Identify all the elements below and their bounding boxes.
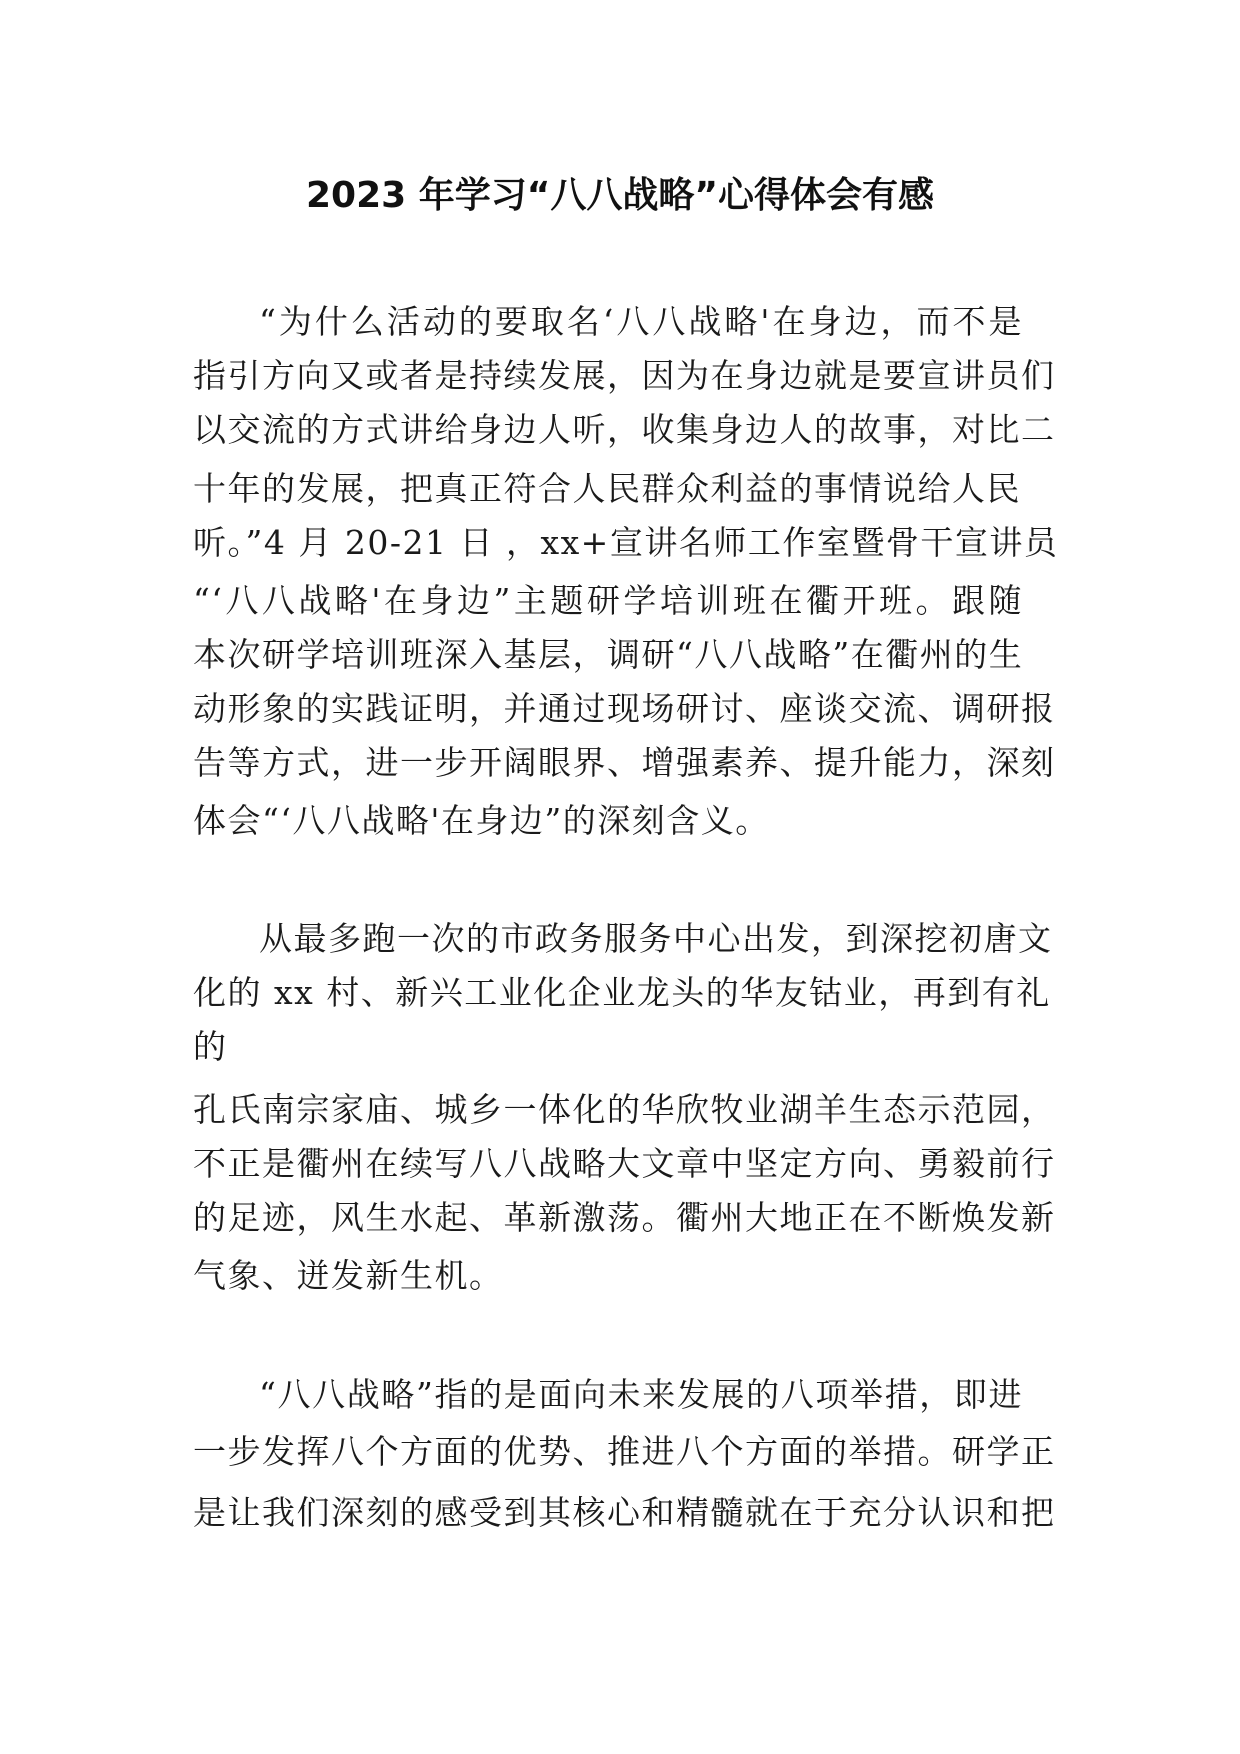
paragraph-2-line-7: 气象、迸发新生机。 [193, 1256, 504, 1295]
paragraph-1-line-9: 告等方式，进一步开阔眼界、增强素养、提升能力，深刻 [193, 743, 1056, 782]
paragraph-3-line-1: “八八战略”指的是面向未来发展的八项举措，即进 [259, 1375, 1023, 1414]
paragraph-1-line-6: “‘八八战略'在身边”主题研学培训班在衢开班。跟随 [193, 581, 1023, 620]
paragraph-2-line-6: 的足迹，风生水起、革新激荡。衢州大地正在不断焕发新 [193, 1198, 1056, 1237]
paragraph-1-line-4: 十年的发展，把真正符合人民群众利益的事情说给人民 [193, 469, 1021, 508]
paragraph-2-line-1: 从最多跑一次的市政务服务中心出发，到深挖初唐文 [259, 919, 1053, 958]
paragraph-1-line-3: 以交流的方式讲给身边人听，收集身边人的故事，对比二 [193, 410, 1056, 449]
paragraph-1-line-1: “为什么活动的要取名‘八八战略'在身边，而不是 [259, 302, 1023, 341]
paragraph-1-line-5: 听。”4 月 20-21 日 ，xx+宣讲名师工作室暨骨干宣讲员 [193, 523, 1059, 562]
paragraph-1-line-7: 本次研学培训班深入基层，调研“八八战略”在衢州的生 [193, 635, 1024, 674]
paragraph-3-line-2: 一步发挥八个方面的优势、推进八个方面的举措。研学正 [193, 1432, 1056, 1471]
paragraph-2-line-2: 化的 xx 村、新兴工业化企业龙头的华友钴业，再到有礼 [193, 973, 1051, 1012]
paragraph-1-line-2: 指引方向又或者是持续发展，因为在身边就是要宣讲员们 [193, 356, 1056, 395]
document-title: 2023 年学习“八八战略”心得体会有感 [305, 175, 935, 216]
paragraph-2-line-3: 的 [193, 1027, 228, 1066]
paragraph-3-line-3: 是让我们深刻的感受到其核心和精髓就在于充分认识和把 [193, 1493, 1056, 1532]
paragraph-1-line-10: 体会“‘八八战略'在身边”的深刻含义。 [193, 801, 770, 840]
paragraph-1-line-8: 动形象的实践证明，并通过现场研讨、座谈交流、调研报 [193, 689, 1056, 728]
paragraph-2-line-4: 孔氏南宗家庙、城乡一体化的华欣牧业湖羊生态示范园， [193, 1090, 1056, 1129]
paragraph-2-line-5: 不正是衢州在续写八八战略大文章中坚定方向、勇毅前行 [193, 1144, 1056, 1183]
